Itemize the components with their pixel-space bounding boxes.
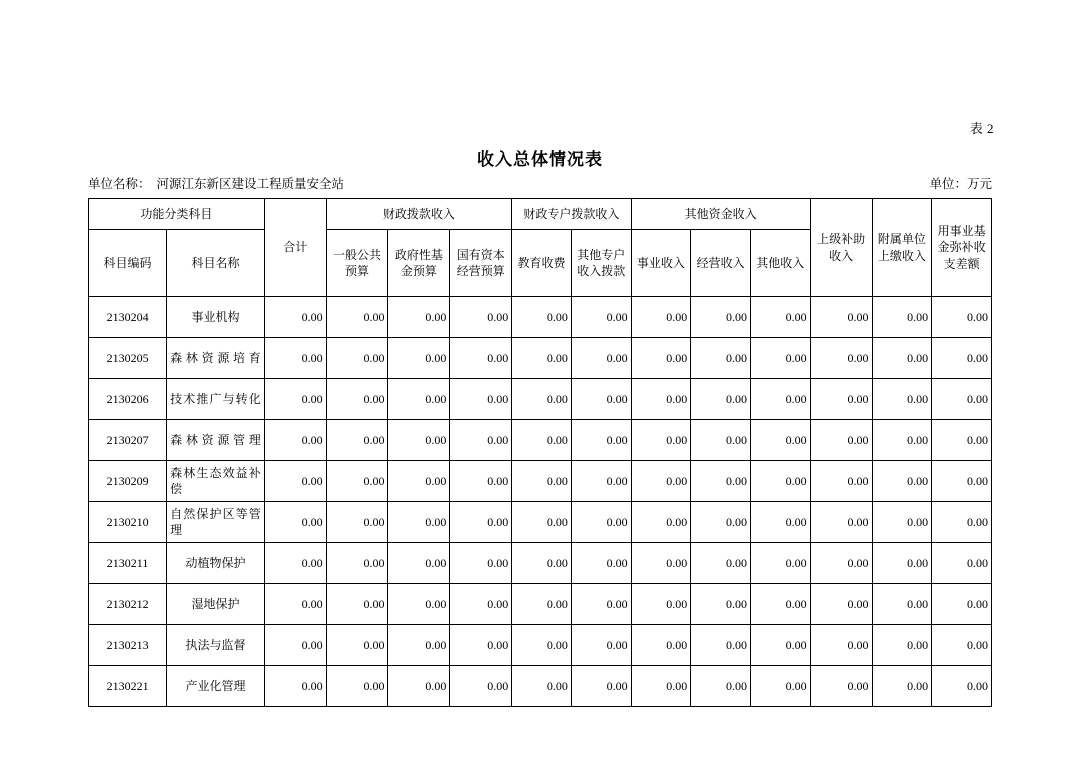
- cell-amount: 0.00: [264, 379, 326, 420]
- cell-amount: 0.00: [450, 666, 512, 707]
- header-other-income: 其他收入: [750, 230, 810, 297]
- table-row: [89, 502, 992, 543]
- table-body: [89, 297, 992, 707]
- cell-amount: 0.00: [810, 666, 872, 707]
- cell-amount: 0.00: [264, 584, 326, 625]
- cell-amount: 0.00: [810, 297, 872, 338]
- header-special-account: 财政专户拨款收入: [512, 199, 631, 230]
- cell-amount: 0.00: [326, 461, 388, 502]
- header-education-fee: 教育收费: [512, 230, 572, 297]
- cell-subject-code: 2130213: [89, 625, 167, 666]
- cell-amount: 0.00: [450, 461, 512, 502]
- cell-amount: 0.00: [388, 338, 450, 379]
- header-affiliated-remittance: 附属单位上缴收入: [872, 199, 932, 297]
- cell-subject-name: 产业化管理: [167, 666, 265, 707]
- cell-amount: 0.00: [571, 666, 631, 707]
- cell-amount: 0.00: [326, 420, 388, 461]
- cell-amount: 0.00: [691, 297, 751, 338]
- cell-amount: 0.00: [264, 543, 326, 584]
- unit-name-value: 河源江东新区建设工程质量安全站: [156, 177, 345, 191]
- cell-amount: 0.00: [512, 502, 572, 543]
- table-row: [89, 338, 992, 379]
- cell-subject-name: 执法与监督: [167, 625, 265, 666]
- cell-amount: 0.00: [872, 584, 932, 625]
- cell-amount: 0.00: [571, 543, 631, 584]
- cell-amount: 0.00: [631, 666, 691, 707]
- header-fiscal-appropriation: 财政拨款收入: [326, 199, 512, 230]
- cell-amount: 0.00: [691, 666, 751, 707]
- table-row: [89, 420, 992, 461]
- cell-subject-code: 2130221: [89, 666, 167, 707]
- cell-amount: 0.00: [810, 625, 872, 666]
- cell-amount: 0.00: [691, 625, 751, 666]
- cell-subject-code: 2130204: [89, 297, 167, 338]
- cell-amount: 0.00: [450, 625, 512, 666]
- cell-amount: 0.00: [450, 543, 512, 584]
- cell-amount: 0.00: [326, 584, 388, 625]
- header-functional-category: 功能分类科目: [89, 199, 265, 230]
- cell-amount: 0.00: [691, 543, 751, 584]
- cell-subject-code: 2130206: [89, 379, 167, 420]
- cell-amount: 0.00: [326, 379, 388, 420]
- cell-amount: 0.00: [932, 584, 992, 625]
- cell-amount: 0.00: [631, 584, 691, 625]
- cell-amount: 0.00: [388, 584, 450, 625]
- cell-amount: 0.00: [932, 297, 992, 338]
- cell-amount: 0.00: [512, 584, 572, 625]
- table-row: [89, 461, 992, 502]
- cell-amount: 0.00: [691, 420, 751, 461]
- cell-amount: 0.00: [512, 625, 572, 666]
- cell-amount: 0.00: [872, 379, 932, 420]
- cell-amount: 0.00: [388, 502, 450, 543]
- page-title: 收入总体情况表: [477, 150, 603, 169]
- table-row: [89, 543, 992, 584]
- table-row: [89, 379, 992, 420]
- cell-amount: 0.00: [631, 420, 691, 461]
- cell-amount: 0.00: [388, 379, 450, 420]
- cell-amount: 0.00: [450, 338, 512, 379]
- header-operating-income: 经营收入: [691, 230, 751, 297]
- table-row: [89, 625, 992, 666]
- header-total: 合计: [264, 199, 326, 297]
- header-gov-fund-budget: 政府性基金预算: [388, 230, 450, 297]
- cell-amount: 0.00: [872, 420, 932, 461]
- cell-subject-code: 2130212: [89, 584, 167, 625]
- cell-subject-name: 技术推广与转化: [167, 379, 265, 420]
- table-row: [89, 584, 992, 625]
- cell-amount: 0.00: [326, 666, 388, 707]
- cell-amount: 0.00: [631, 543, 691, 584]
- cell-amount: 0.00: [872, 666, 932, 707]
- cell-amount: 0.00: [326, 297, 388, 338]
- header-other-funds: 其他资金收入: [631, 199, 810, 230]
- cell-amount: 0.00: [750, 338, 810, 379]
- cell-amount: 0.00: [512, 461, 572, 502]
- cell-amount: 0.00: [264, 297, 326, 338]
- cell-amount: 0.00: [691, 584, 751, 625]
- cell-amount: 0.00: [512, 379, 572, 420]
- cell-amount: 0.00: [872, 502, 932, 543]
- cell-amount: 0.00: [810, 338, 872, 379]
- cell-amount: 0.00: [264, 338, 326, 379]
- cell-amount: 0.00: [750, 379, 810, 420]
- cell-subject-name: 森林资源管理: [167, 420, 265, 461]
- meta-row: [88, 174, 992, 192]
- table-row: [89, 297, 992, 338]
- cell-amount: 0.00: [512, 338, 572, 379]
- amount-unit-label: 单位：万元: [929, 177, 992, 191]
- cell-amount: 0.00: [932, 625, 992, 666]
- cell-amount: 0.00: [932, 502, 992, 543]
- cell-amount: 0.00: [810, 461, 872, 502]
- cell-amount: 0.00: [810, 379, 872, 420]
- cell-amount: 0.00: [750, 461, 810, 502]
- cell-amount: 0.00: [750, 420, 810, 461]
- income-overview-table: [88, 198, 992, 707]
- cell-amount: 0.00: [571, 379, 631, 420]
- cell-amount: 0.00: [264, 625, 326, 666]
- unit-name-label: 单位名称：: [88, 177, 151, 191]
- header-subject-code: 科目编码: [89, 230, 167, 297]
- cell-amount: 0.00: [264, 461, 326, 502]
- cell-amount: 0.00: [631, 625, 691, 666]
- cell-amount: 0.00: [872, 297, 932, 338]
- table-row: [89, 666, 992, 707]
- cell-amount: 0.00: [810, 420, 872, 461]
- cell-amount: 0.00: [750, 543, 810, 584]
- cell-amount: 0.00: [326, 338, 388, 379]
- cell-amount: 0.00: [750, 297, 810, 338]
- cell-amount: 0.00: [810, 502, 872, 543]
- cell-subject-name: 动植物保护: [167, 543, 265, 584]
- cell-amount: 0.00: [450, 502, 512, 543]
- cell-amount: 0.00: [571, 625, 631, 666]
- cell-amount: 0.00: [872, 625, 932, 666]
- cell-amount: 0.00: [326, 502, 388, 543]
- cell-amount: 0.00: [872, 461, 932, 502]
- cell-amount: 0.00: [810, 584, 872, 625]
- cell-amount: 0.00: [631, 297, 691, 338]
- cell-subject-code: 2130210: [89, 502, 167, 543]
- cell-amount: 0.00: [571, 502, 631, 543]
- cell-amount: 0.00: [264, 420, 326, 461]
- cell-amount: 0.00: [750, 584, 810, 625]
- cell-amount: 0.00: [571, 461, 631, 502]
- cell-amount: 0.00: [631, 338, 691, 379]
- cell-amount: 0.00: [512, 297, 572, 338]
- cell-amount: 0.00: [571, 338, 631, 379]
- cell-subject-name: 事业机构: [167, 297, 265, 338]
- cell-amount: 0.00: [388, 420, 450, 461]
- cell-subject-name: 自然保护区等管理: [167, 502, 265, 543]
- cell-amount: 0.00: [388, 297, 450, 338]
- cell-subject-code: 2130207: [89, 420, 167, 461]
- header-other-special-income: 其他专户收入拨款: [571, 230, 631, 297]
- header-business-income: 事业收入: [631, 230, 691, 297]
- cell-amount: 0.00: [264, 666, 326, 707]
- cell-amount: 0.00: [691, 461, 751, 502]
- header-fund-difference: 用事业基金弥补收支差额: [932, 199, 992, 297]
- cell-amount: 0.00: [388, 543, 450, 584]
- cell-amount: 0.00: [750, 625, 810, 666]
- cell-amount: 0.00: [750, 502, 810, 543]
- header-subject-name: 科目名称: [167, 230, 265, 297]
- cell-amount: 0.00: [750, 666, 810, 707]
- cell-amount: 0.00: [512, 543, 572, 584]
- cell-amount: 0.00: [932, 338, 992, 379]
- header-superior-subsidy: 上级补助收入: [810, 199, 872, 297]
- cell-subject-name: 湿地保护: [167, 584, 265, 625]
- table-header-group-row: [89, 199, 992, 230]
- cell-amount: 0.00: [631, 461, 691, 502]
- cell-amount: 0.00: [512, 420, 572, 461]
- cell-amount: 0.00: [691, 338, 751, 379]
- cell-amount: 0.00: [512, 666, 572, 707]
- cell-amount: 0.00: [872, 543, 932, 584]
- cell-amount: 0.00: [810, 543, 872, 584]
- cell-subject-name: 森林资源培育: [167, 338, 265, 379]
- cell-amount: 0.00: [932, 666, 992, 707]
- cell-amount: 0.00: [631, 379, 691, 420]
- cell-subject-code: 2130209: [89, 461, 167, 502]
- cell-amount: 0.00: [450, 420, 512, 461]
- cell-amount: 0.00: [326, 625, 388, 666]
- cell-amount: 0.00: [631, 502, 691, 543]
- cell-amount: 0.00: [932, 543, 992, 584]
- cell-amount: 0.00: [691, 379, 751, 420]
- cell-amount: 0.00: [388, 625, 450, 666]
- cell-amount: 0.00: [264, 502, 326, 543]
- cell-amount: 0.00: [450, 584, 512, 625]
- cell-amount: 0.00: [932, 461, 992, 502]
- cell-amount: 0.00: [872, 338, 932, 379]
- header-general-public-budget: 一般公共预算: [326, 230, 388, 297]
- cell-subject-name: 森林生态效益补偿: [167, 461, 265, 502]
- cell-amount: 0.00: [388, 461, 450, 502]
- cell-amount: 0.00: [691, 502, 751, 543]
- cell-subject-code: 2130205: [89, 338, 167, 379]
- cell-amount: 0.00: [326, 543, 388, 584]
- cell-amount: 0.00: [571, 297, 631, 338]
- cell-subject-code: 2130211: [89, 543, 167, 584]
- cell-amount: 0.00: [932, 420, 992, 461]
- cell-amount: 0.00: [571, 584, 631, 625]
- cell-amount: 0.00: [932, 379, 992, 420]
- header-state-capital-budget: 国有资本经营预算: [450, 230, 512, 297]
- cell-amount: 0.00: [450, 297, 512, 338]
- sheet-number: 表 2: [969, 121, 994, 136]
- cell-amount: 0.00: [450, 379, 512, 420]
- cell-amount: 0.00: [388, 666, 450, 707]
- cell-amount: 0.00: [571, 420, 631, 461]
- unit-name-group: [88, 174, 344, 192]
